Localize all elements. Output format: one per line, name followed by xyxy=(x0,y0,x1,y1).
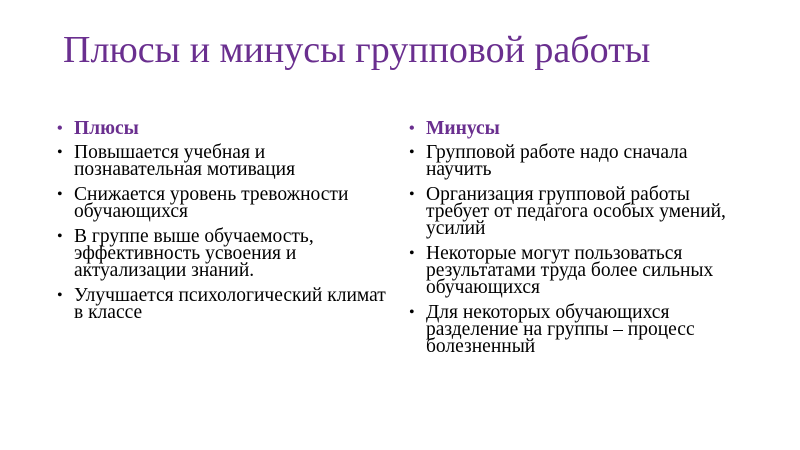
list-item xyxy=(409,304,749,355)
pros-list xyxy=(57,120,397,321)
cons-column xyxy=(409,120,749,363)
slide-title: Плюсы и минусы групповой работы xyxy=(63,29,651,71)
list-item xyxy=(409,144,749,178)
list-item xyxy=(409,245,749,296)
list-item xyxy=(57,287,397,321)
pros-item-text: Повышается учебная и познавательная мотивация xyxy=(74,142,296,180)
cons-heading: Минусы xyxy=(426,118,500,139)
pros-heading: Плюсы xyxy=(74,118,139,139)
bullet-icon: • xyxy=(57,120,63,137)
cons-item-text: Групповой работе надо сначала научить xyxy=(426,142,688,180)
bullet-icon: • xyxy=(57,287,63,304)
cons-item-text: Для некоторых обучающихся разделение на группы – процесс болезненный xyxy=(426,302,695,357)
cons-heading-item xyxy=(409,120,749,137)
bullet-icon: • xyxy=(57,144,63,161)
list-item xyxy=(409,186,749,237)
cons-item-text: Некоторые могут пользоваться результатами труда более сильных обучающихся xyxy=(426,243,714,298)
list-item xyxy=(57,228,397,279)
bullet-icon: • xyxy=(57,186,63,203)
pros-item-text: Снижается уровень тревожности обучающихся xyxy=(74,184,349,222)
pros-column xyxy=(57,120,397,329)
pros-heading-item xyxy=(57,120,397,137)
bullet-icon: • xyxy=(409,120,415,137)
bullet-icon: • xyxy=(409,304,415,321)
list-item xyxy=(57,144,397,178)
list-item xyxy=(57,186,397,220)
pros-item-text: Улучшается психологический климат в классе xyxy=(74,285,386,323)
pros-item-text: В группе выше обучаемость, эффективность усвоения и актуализации знаний. xyxy=(74,226,314,281)
bullet-icon: • xyxy=(409,186,415,203)
cons-item-text: Организация групповой работы требует от педагога особых умений, усилий xyxy=(426,184,726,239)
bullet-icon: • xyxy=(57,228,63,245)
bullet-icon: • xyxy=(409,245,415,262)
cons-list xyxy=(409,120,749,355)
bullet-icon: • xyxy=(409,144,415,161)
